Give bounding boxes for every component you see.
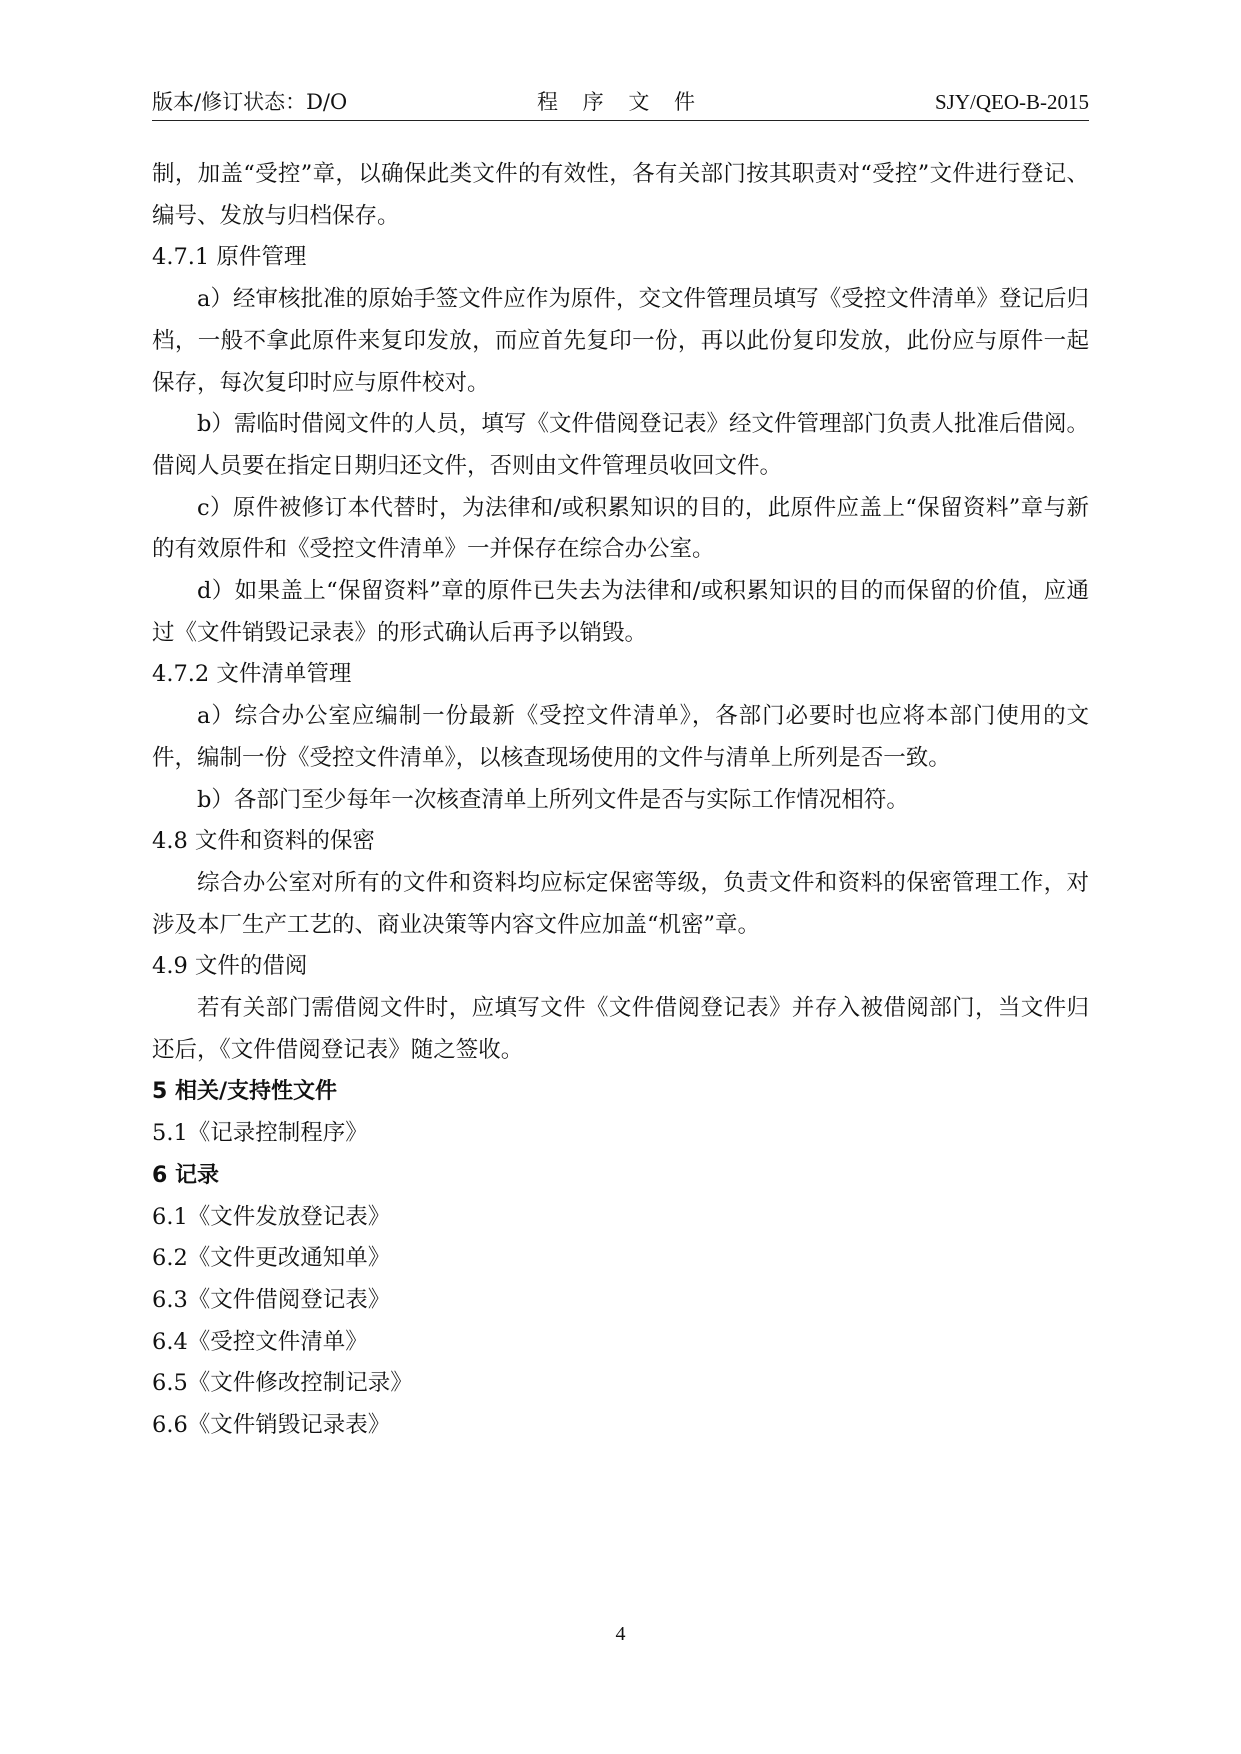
record-item: 6.2《文件更改通知单》 — [152, 1245, 391, 1272]
paragraph-4-7-1-b: b）需临时借阅文件的人员，填写《文件借阅登记表》经文件管理部门负责人批准后借阅。借阅人员要在指定日期归还文件，否则由文件管理员收回文件。 — [152, 411, 1089, 479]
page-header — [152, 84, 1089, 121]
paragraph-4-7-2-a: a）综合办公室应编制一份最新《受控文件清单》，各部门必要时也应将本部门使用的文件，编制一份《受控文件清单》，以核查现场使用的文件与清单上所列是否一致。 — [152, 703, 1089, 771]
section-heading-4-8: 4.8 文件和资料的保密 — [152, 828, 375, 855]
section-heading-6: 6 记录 — [152, 1162, 219, 1188]
paragraph-continuation: 制，加盖“受控”章，以确保此类文件的有效性，各有关部门按其职责对“受控”文件进行登记、编号、发放与归档保存。 — [152, 161, 1089, 229]
section-heading-5: 5 相关/支持性文件 — [152, 1079, 338, 1105]
record-item: 6.4《受控文件清单》 — [152, 1328, 368, 1355]
paragraph-4-9: 若有关部门需借阅文件时，应填写文件《文件借阅登记表》并存入被借阅部门，当文件归还后，《文件借阅登记表》随之签收。 — [152, 995, 1089, 1063]
record-item: 6.5《文件修改控制记录》 — [152, 1370, 413, 1397]
paragraph-4-7-1-c: c）原件被修订本代替时，为法律和/或积累知识的目的，此原件应盖上“保留资料”章与新的有效原件和《受控文件清单》一并保存在综合办公室。 — [152, 494, 1089, 563]
paragraph-4-7-1-d: d）如果盖上“保留资料”章的原件已失去为法律和/或积累知识的目的而保留的价值，应通过《文件销毁记录表》的形式确认后再予以销毁。 — [152, 578, 1089, 646]
paragraph-4-7-1-a: a）经审核批准的原始手签文件应作为原件，交文件管理员填写《受控文件清单》登记后归档，一般不拿此原件来复印发放，而应首先复印一份，再以此份复印发放，此份应与原件一起保存，每次复印时应与原件校对。 — [152, 286, 1089, 396]
version-status: 版本/修订状态：D/O — [152, 90, 348, 114]
record-item: 6.6《文件销毁记录表》 — [152, 1412, 391, 1439]
document-type-title: 程 序 文 件 — [536, 90, 705, 114]
document-code: SJY/QEO-B-2015 — [934, 90, 1089, 114]
record-item: 6.3《文件借阅登记表》 — [152, 1286, 391, 1313]
section-heading-4-9: 4.9 文件的借阅 — [152, 953, 308, 980]
section-heading-4-7-1: 4.7.1 原件管理 — [152, 244, 307, 271]
paragraph-4-8: 综合办公室对所有的文件和资料均应标定保密等级，负责文件和资料的保密管理工作，对涉及本厂生产工艺的、商业决策等内容文件应加盖“机密”章。 — [152, 869, 1089, 938]
paragraph-4-7-2-b: b）各部门至少每年一次核查清单上所列文件是否与实际工作情况相符。 — [197, 786, 909, 813]
page-number: 4 — [615, 1623, 626, 1645]
document-body — [152, 154, 1089, 1447]
record-item: 6.1《文件发放登记表》 — [152, 1203, 391, 1230]
section-heading-4-7-2: 4.7.2 文件清单管理 — [152, 661, 352, 688]
reference-item-5-1: 5.1《记录控制程序》 — [152, 1120, 368, 1147]
